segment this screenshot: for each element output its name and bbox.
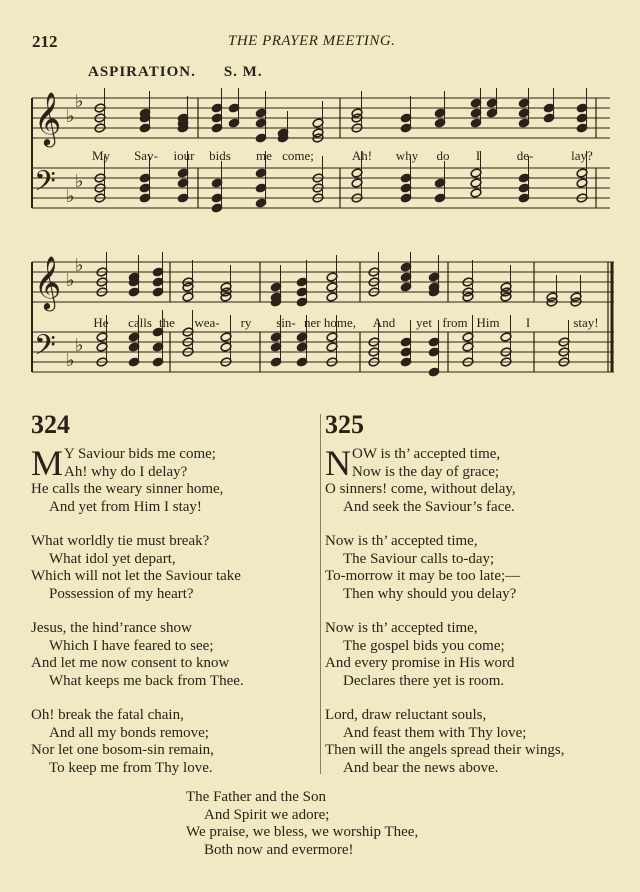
verse-line: He calls the weary sinner home,: [31, 481, 224, 497]
doxology: [186, 789, 418, 859]
flat-icon: ♭: [75, 335, 84, 356]
tune-meter: S. M.: [223, 64, 263, 80]
doxology-line: We praise, we bless, we worship Thee,: [186, 824, 419, 840]
doxology-line: And Spirit we adore;: [204, 806, 330, 823]
verse-line: Jesus, the hind’rance show: [31, 620, 192, 636]
lyric-syllable: de-: [516, 148, 534, 163]
lyric-syllable: He: [93, 315, 109, 330]
hymn-number-324: 324: [31, 410, 70, 439]
verse-line: NOW is th’ accepted time,: [325, 443, 501, 483]
verse-line: Nor let one bosom-sin remain,: [31, 742, 214, 758]
flat-icon: ♭: [66, 106, 75, 127]
verse-line: And let me now consent to know: [31, 655, 230, 671]
bass-clef-icon: 𝄢: [34, 329, 56, 369]
hymn-325-text: [325, 443, 565, 794]
page-number: 212: [32, 32, 58, 51]
verse-line: And yet from Him I stay!: [49, 498, 202, 515]
verse-line: Lord, draw reluctant souls,: [325, 707, 487, 723]
lyric-syllable: come;: [282, 148, 314, 163]
bass-clef-icon: 𝄢: [34, 165, 56, 205]
lyric-syllable: sin-: [276, 315, 296, 330]
lyric-syllable: bids: [209, 148, 231, 163]
stanza: [325, 443, 565, 516]
hymn-324-text: [31, 443, 244, 794]
verse-line: And feast them with Thy love;: [343, 724, 527, 741]
verse-line: Now is th’ accepted time,: [325, 620, 478, 636]
drop-cap: N: [325, 443, 351, 483]
verse-line: Declares there yet is room.: [343, 672, 505, 689]
verse-line: What idol yet depart,: [49, 550, 176, 567]
lyric-syllable: I: [475, 148, 481, 163]
stanza: [31, 620, 244, 690]
verse-line: And seek the Saviour’s face.: [343, 498, 515, 515]
flat-icon: ♭: [66, 186, 75, 207]
verse-line: What keeps me back from Thee.: [49, 672, 244, 689]
flat-icon: ♭: [75, 171, 84, 192]
drop-cap: M: [31, 443, 64, 483]
lyric-syllable: wea-: [194, 315, 220, 330]
lyric-syllable: Ah!: [351, 148, 373, 163]
lyric-syllable: the: [159, 315, 175, 330]
lyric-syllable: iour: [173, 148, 195, 163]
treble-clef-icon: 𝄞: [34, 91, 62, 145]
stanza: [31, 443, 244, 516]
flat-icon: ♭: [75, 91, 84, 112]
column-divider: [320, 414, 321, 774]
verse-line: And bear the news above.: [343, 759, 499, 776]
flat-icon: ♭: [66, 270, 75, 291]
verse-line: Oh! break the fatal chain,: [31, 707, 184, 723]
running-title: THE PRAYER MEETING.: [228, 33, 396, 49]
verse-line: To-morrow it may be too late;—: [325, 568, 521, 584]
bass-staff: [32, 329, 614, 372]
verse-line: To keep me from Thy love.: [49, 759, 213, 776]
stanza: [325, 533, 565, 603]
lyric-syllable: calls: [128, 315, 152, 330]
tune-name: ASPIRATION.: [88, 64, 196, 80]
verse-line: And all my bonds remove;: [49, 724, 209, 741]
lyric-syllable: And: [372, 315, 396, 330]
flat-icon: ♭: [75, 255, 84, 276]
verse-line: What worldly tie must break?: [31, 533, 210, 549]
stanza: [31, 533, 244, 603]
treble-clef-icon: 𝄞: [34, 255, 62, 309]
verse-line: Then why should you delay?: [343, 585, 517, 602]
doxology-line: Both now and evermore!: [204, 841, 354, 858]
verse-line: Ah! why do I delay?: [64, 463, 188, 480]
lyric-syllable: Sav-: [134, 148, 158, 163]
flat-icon: ♭: [66, 350, 75, 371]
verse-line: Then will the angels spread their wings,: [325, 742, 565, 758]
lyric-syllable: stay!: [573, 315, 599, 330]
hymn-number-325: 325: [325, 410, 364, 439]
lyric-syllable: I: [525, 315, 531, 330]
verse-line: Now is th’ accepted time,: [325, 533, 478, 549]
lyric-syllable: why: [395, 148, 419, 163]
tune-title: [88, 64, 263, 81]
lyric-syllable: me: [256, 148, 272, 163]
lyric-syllable: ry: [240, 315, 252, 330]
verse-line: M Y Saviour bids me come;: [31, 443, 216, 483]
stanza: [325, 620, 565, 690]
lyric-syllable: Him: [476, 315, 500, 330]
lyrics-system-2: [0, 315, 640, 331]
verse-line: The Saviour calls to-day;: [343, 550, 495, 567]
verse-line: The gospel bids you come;: [343, 637, 505, 654]
lyric-syllable: My: [91, 148, 111, 163]
verse-line: Possession of my heart?: [49, 585, 194, 602]
stanza: [31, 707, 244, 777]
lyric-syllable: from: [442, 315, 468, 330]
lyric-syllable: do: [436, 148, 450, 163]
lyric-syllable: yet: [416, 315, 432, 330]
verse-line: Now is the day of grace;: [352, 463, 500, 480]
verse-line: O sinners! come, without delay,: [325, 481, 516, 497]
stanza: [325, 707, 565, 777]
verse-line: Which will not let the Saviour take: [31, 568, 241, 584]
lyric-syllable: ner home,: [304, 315, 356, 330]
lyric-syllable: lay?: [571, 148, 593, 163]
doxology-line: The Father and the Son: [186, 789, 326, 805]
verse-line: And every promise in His word: [325, 655, 515, 671]
lyrics-system-1: [0, 148, 640, 164]
treble-staff: [32, 255, 614, 311]
verse-line: Which I have feared to see;: [49, 637, 214, 654]
